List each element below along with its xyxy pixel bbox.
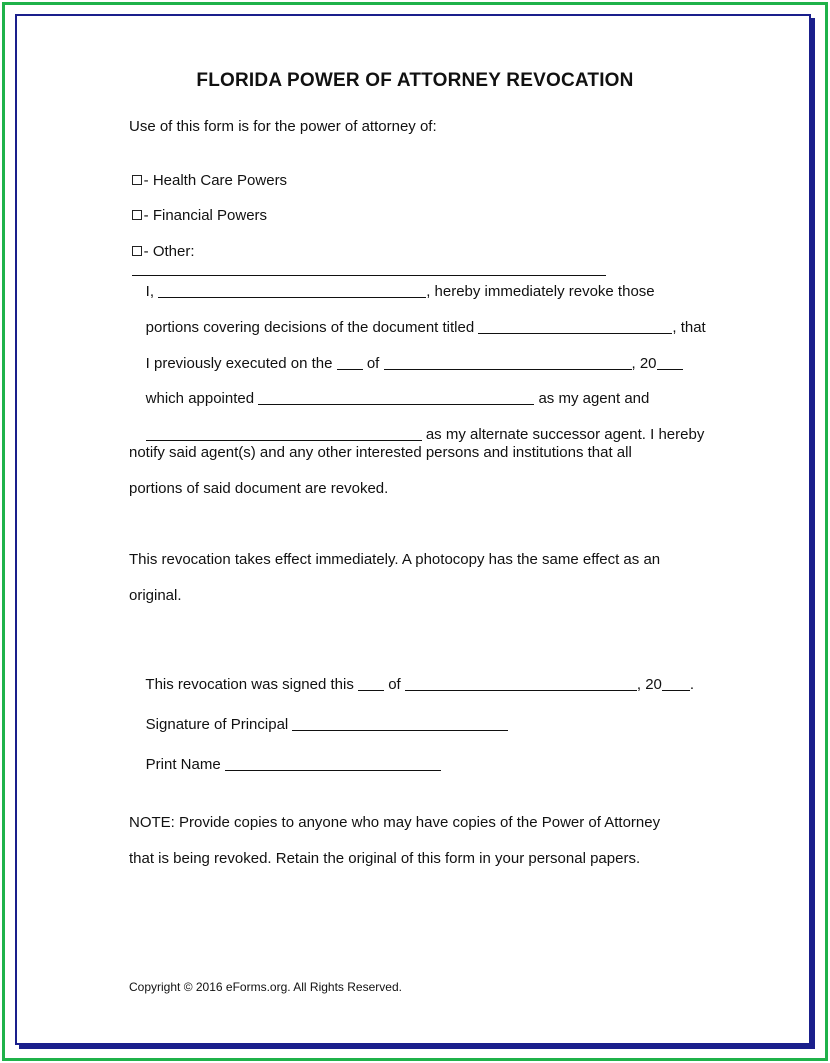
- month-blank[interactable]: [384, 355, 632, 370]
- text: I,: [145, 283, 155, 300]
- agent-blank[interactable]: [258, 390, 534, 405]
- signed-month-blank[interactable]: [405, 676, 637, 691]
- print-name-blank[interactable]: [225, 756, 441, 771]
- year-blank[interactable]: [657, 355, 683, 370]
- print-name-line: [129, 738, 441, 792]
- text: , 20: [631, 355, 657, 372]
- text: , 20: [636, 676, 662, 693]
- note-line-1: NOTE: Provide copies to anyone who may have copies of the Power of Attorney: [129, 814, 661, 831]
- text: This revocation was signed this: [145, 676, 354, 693]
- text: which appointed: [145, 390, 255, 407]
- body-line-7: portions of said document are revoked.: [129, 480, 389, 497]
- effect-line-1: This revocation takes effect immediately. A photocopy has the same effect as an: [129, 551, 661, 568]
- text: portions covering decisions of the document titled: [145, 319, 475, 336]
- body-line-6: notify said agent(s) and any other interested persons and institutions that all: [129, 444, 632, 461]
- signature-label: Signature of Principal: [145, 716, 289, 733]
- effect-line-2: original.: [129, 587, 182, 604]
- day-blank[interactable]: [337, 355, 363, 370]
- note-line-2: that is being revoked. Retain the original of this form in your personal papers.: [129, 850, 641, 867]
- option-label: - Other:: [143, 243, 195, 260]
- text: , that: [672, 319, 706, 336]
- signature-blank[interactable]: [292, 716, 508, 731]
- signed-day-blank[interactable]: [358, 676, 384, 691]
- signed-year-blank[interactable]: [662, 676, 690, 691]
- checkbox[interactable]: [132, 210, 142, 220]
- principal-name-blank[interactable]: [158, 283, 426, 298]
- successor-agent-blank[interactable]: [146, 426, 422, 441]
- text: .: [689, 676, 695, 693]
- text: I previously executed on the: [145, 355, 333, 372]
- text: of: [388, 676, 401, 693]
- intro-text: Use of this form is for the power of attorney of:: [129, 118, 437, 135]
- document-title: FLORIDA POWER OF ATTORNEY REVOCATION: [196, 70, 634, 91]
- text: as my agent and: [538, 390, 650, 407]
- checkbox[interactable]: [132, 246, 142, 256]
- text: of: [366, 355, 380, 372]
- checkbox[interactable]: [132, 175, 142, 185]
- copyright-text: Copyright © 2016 eForms.org. All Rights Reserved.: [129, 980, 402, 994]
- option-label: - Health Care Powers: [143, 172, 288, 189]
- document-title-blank[interactable]: [478, 319, 672, 334]
- option-label: - Financial Powers: [143, 207, 268, 224]
- print-name-label: Print Name: [145, 756, 221, 773]
- text: as my alternate successor agent. I hereby: [425, 426, 705, 443]
- text: , hereby immediately revoke those: [426, 283, 655, 300]
